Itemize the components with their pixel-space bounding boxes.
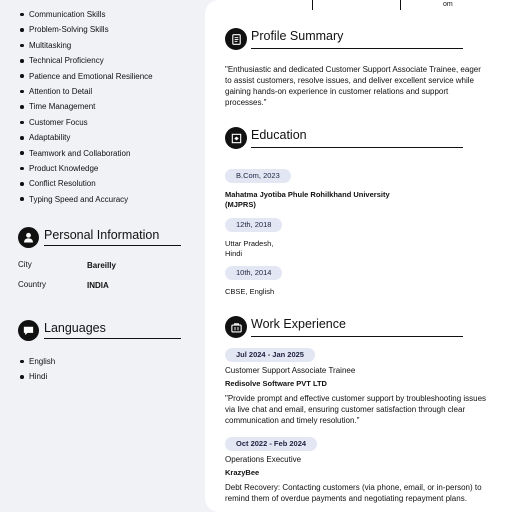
- section-title: Profile Summary: [251, 29, 344, 43]
- list-item: Conflict Resolution: [20, 176, 153, 191]
- experience-date-badge: Jul 2024 - Jan 2025: [225, 348, 315, 362]
- list-item: Adaptability: [20, 130, 153, 145]
- experience-date-badge: Oct 2022 - Feb 2024: [225, 437, 317, 451]
- job-description: Debt Recovery: Contacting customers (via phone, email, or in-person) to remind them of overdue payments and negotiating repayment plans.: [225, 483, 482, 503]
- divider: [400, 0, 401, 10]
- profile-summary-text: "Enthusiastic and dedicated Customer Support Associate Trainee, eager to assist customers, resolve issues, and deliver excellent service while gaining hands-on experience in customer relations and support processes.": [225, 65, 481, 107]
- personal-info-header: [18, 227, 183, 249]
- list-item: Attention to Detail: [20, 84, 153, 99]
- info-value: Bareilly: [87, 261, 116, 270]
- divider: [312, 0, 313, 10]
- education-detail: CBSE, English: [225, 287, 275, 296]
- languages-list: [20, 354, 55, 385]
- languages-header: [18, 320, 183, 342]
- job-title: Customer Support Associate Trainee: [225, 366, 356, 375]
- info-label: Country: [18, 280, 47, 289]
- divider: [251, 147, 463, 148]
- divider: [251, 48, 463, 49]
- skills-list: [20, 7, 153, 207]
- education-date-badge: 10th, 2014: [225, 266, 282, 280]
- education-date-badge: 12th, 2018: [225, 218, 282, 232]
- main-panel: [205, 0, 512, 512]
- section-title: Personal Information: [44, 228, 160, 242]
- list-item: Time Management: [20, 99, 153, 114]
- list-item: Typing Speed and Accuracy: [20, 192, 153, 207]
- job-description: "Provide prompt and effective customer support by troubleshooting issues via live chat and email, ensuring customer satisfaction through clear communication and timely resolution.": [225, 394, 487, 425]
- divider: [251, 336, 463, 337]
- list-item: Communication Skills: [20, 7, 153, 22]
- company-name: KrazyBee: [225, 468, 260, 477]
- list-item: Hindi: [20, 369, 55, 384]
- list-item: Product Knowledge: [20, 161, 153, 176]
- info-label: City: [18, 260, 32, 269]
- section-title: Work Experience: [251, 317, 346, 331]
- work-experience-header: [225, 316, 463, 340]
- list-item: Problem-Solving Skills: [20, 22, 153, 37]
- list-item: English: [20, 354, 55, 369]
- divider: [44, 338, 181, 339]
- info-value: INDIA: [87, 281, 109, 290]
- job-title: Operations Executive: [225, 455, 302, 464]
- briefcase-icon: [225, 316, 247, 338]
- person-icon: [18, 227, 39, 248]
- section-title: Languages: [44, 321, 106, 335]
- graduation-icon: [225, 127, 247, 149]
- education-institution: Mahatma Jyotiba Phule Rohilkhand University: [225, 190, 390, 199]
- education-detail: Hindi: [225, 249, 243, 258]
- divider: [44, 245, 181, 246]
- list-item: Multitasking: [20, 38, 153, 53]
- list-item: Customer Focus: [20, 115, 153, 130]
- chat-bubble-icon: [18, 320, 39, 341]
- profile-summary-header: [225, 28, 463, 52]
- education-detail: Uttar Pradesh,: [225, 239, 274, 248]
- education-institution-abbr: (MJPRS): [225, 200, 256, 209]
- list-item: Patience and Emotional Resilience: [20, 69, 153, 84]
- left-column: [0, 0, 205, 512]
- list-item: Teamwork and Collaboration: [20, 146, 153, 161]
- document-icon: [225, 28, 247, 50]
- section-title: Education: [251, 128, 307, 142]
- company-name: Redisolve Software PVT LTD: [225, 379, 327, 388]
- contact-fragment: om: [443, 1, 453, 8]
- education-header: [225, 127, 463, 151]
- list-item: Technical Proficiency: [20, 53, 153, 68]
- education-date-badge: B.Com, 2023: [225, 169, 291, 183]
